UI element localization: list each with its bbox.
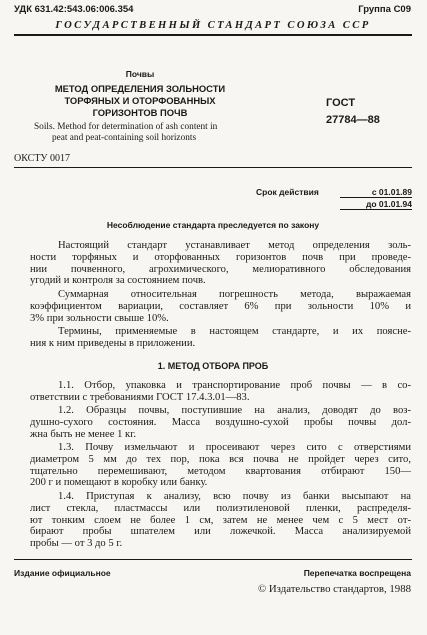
text-line: ответствии с требованиями ГОСТ 17.4.3.01—83. — [30, 391, 250, 403]
text-line: пробы — от 3 до 5 г. — [30, 538, 123, 550]
text-line: 1.2. Образцы почвы, поступившие на анализ, доводят до воз- — [58, 405, 411, 416]
footer-rule — [14, 559, 412, 560]
text-line: 1.3. Почву измельчают и просеивают через сито с отверстиями — [58, 442, 411, 453]
validity-label: Срок действия — [256, 187, 319, 197]
text-line: Термины, применяемые в настоящем стандарте, и их поясне- — [58, 326, 411, 337]
validity-from: с 01.01.89 — [340, 187, 412, 198]
text-line: ют тонким слоем не более 1 см, затем не менее чем с 5 мест от- — [30, 514, 411, 526]
text-line: жна быть не менее 1 кг. — [30, 428, 136, 440]
text-line: Суммарная относительная погрешность метода, выражаемая — [58, 289, 411, 300]
text-line: 1.1. Отбор, упаковка и транспортирование проб почвы — в со- — [58, 380, 411, 391]
gost-label: ГОСТ — [326, 97, 356, 109]
okstu-code: ОКСТУ 0017 — [14, 153, 71, 164]
text-line: тщательно перемешивают, методом квартования отбирают 150— — [30, 465, 411, 477]
text-line: 1.4. Приступая к анализу, всю почву из банки высыпают на — [58, 491, 411, 502]
title-line-3: ГОРИЗОНТОВ ПОЧВ — [92, 107, 188, 118]
copyright-notice: © Издательство стандартов, 1988 — [257, 583, 411, 595]
title-line-1: МЕТОД ОПРЕДЕЛЕНИЯ ЗОЛЬНОСТИ — [54, 83, 226, 94]
english-title-1: Soils. Method for determination of ash content in — [34, 122, 218, 132]
text-line: коэффициентом вариации, составляет 6% при зольности 10% и — [30, 300, 411, 312]
text-line: угодий и контроля за состоянием почв. — [30, 275, 206, 287]
text-line: бирают пробы шпателем или ложечкой. Масса анализируемой — [30, 526, 411, 538]
law-notice: Несоблюдение стандарта преследуется по закону — [106, 220, 320, 230]
category-label: Почвы — [125, 69, 155, 79]
official-edition: Издание официальное — [14, 568, 111, 578]
title-line-2: ТОРФЯНЫХ И ОТОРФОВАННЫХ — [64, 95, 216, 106]
text-line: Настоящий стандарт устанавливает метод определения золь- — [58, 240, 411, 251]
intro-paragraph-1 — [30, 240, 411, 287]
text-line: диаметром 5 мм до тех пор, пока вся почва не пройдет через сито, — [30, 453, 411, 465]
text-line: 200 г и помещают в коробку или банку. — [30, 477, 208, 489]
header-rule — [14, 34, 412, 36]
section-paragraph-4 — [30, 491, 411, 550]
section-paragraph-3 — [30, 442, 411, 489]
gost-number: 27784—88 — [326, 114, 380, 126]
text-line: лист стекла, пластмассы или полиэтиленовой пленки, распределя- — [30, 502, 411, 514]
standard-title: ГОСУДАРСТВЕННЫЙ СТАНДАРТ СОЮЗА ССР — [55, 20, 371, 31]
text-line: ности торфяных и оторфованных горизонтов почв при проведе- — [30, 251, 411, 263]
section-heading: 1. МЕТОД ОТБОРА ПРОБ — [157, 361, 269, 371]
title-rule — [14, 167, 412, 168]
text-line: душно-сухого состояния. Масса воздушно-сухой пробы почвы дол- — [30, 416, 411, 428]
section-paragraph-1 — [30, 380, 411, 404]
text-line: нии почвенного, агрохимического, мелиоративного обследования — [30, 263, 411, 275]
udk-code: УДК 631.42:543.06:006.354 — [14, 4, 134, 15]
text-line: 3% при зольности свыше 10%. — [30, 312, 169, 324]
english-title-2: peat and peat-containing soil horizonts — [52, 133, 197, 143]
section-paragraph-2 — [30, 405, 411, 440]
intro-paragraph-2 — [30, 289, 411, 324]
text-line: ния к ним приведены в приложении. — [30, 337, 196, 349]
validity-to: до 01.01.94 — [340, 199, 412, 210]
group-code: Группа С09 — [358, 4, 411, 15]
reprint-notice: Перепечатка воспрещена — [303, 568, 411, 578]
intro-paragraph-3 — [30, 326, 411, 350]
